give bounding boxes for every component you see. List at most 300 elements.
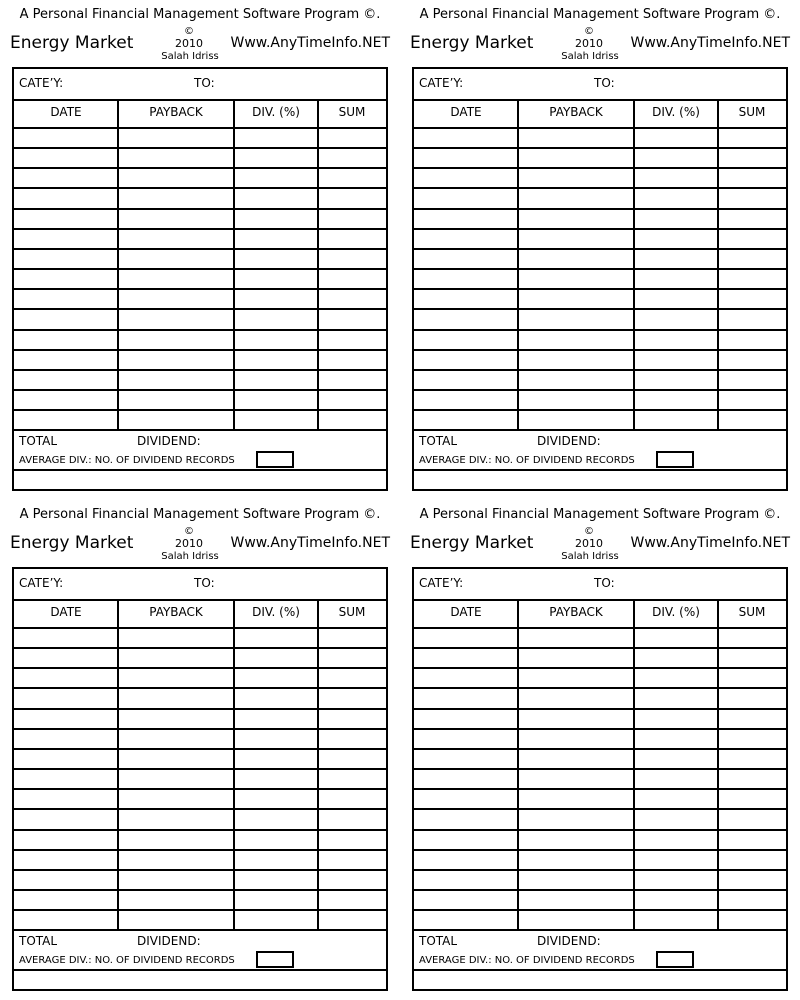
table-cell[interactable]: [520, 371, 632, 389]
program-tagline: A Personal Financial Management Software Program ©.: [19, 507, 381, 522]
table-cell[interactable]: [720, 411, 784, 429]
column-header: DATE: [450, 605, 482, 619]
table-cell[interactable]: [236, 851, 316, 869]
table-cell[interactable]: [520, 351, 632, 369]
table-cell[interactable]: [16, 629, 116, 647]
category-field[interactable]: [474, 571, 584, 595]
table-cell[interactable]: [16, 290, 116, 308]
table-cell[interactable]: [120, 770, 232, 788]
table-cell[interactable]: [120, 871, 232, 889]
table-cell[interactable]: [120, 831, 232, 849]
table-cell[interactable]: [16, 149, 116, 167]
table-cell[interactable]: [320, 411, 384, 429]
table-cell[interactable]: [520, 649, 632, 667]
table-cell[interactable]: [636, 270, 716, 288]
table-cell[interactable]: [416, 629, 516, 647]
table-cell[interactable]: [520, 689, 632, 707]
table-cell[interactable]: [416, 730, 516, 748]
table-cell[interactable]: [720, 810, 784, 828]
table-cell[interactable]: [520, 831, 632, 849]
table-cell[interactable]: [416, 871, 516, 889]
divider: [414, 99, 786, 101]
table-cell[interactable]: [120, 689, 232, 707]
table-cell[interactable]: [16, 710, 116, 728]
table-cell[interactable]: [120, 129, 232, 147]
table-cell[interactable]: [720, 189, 784, 207]
table-cell[interactable]: [16, 770, 116, 788]
table-cell[interactable]: [636, 411, 716, 429]
column-header: DIV. (%): [252, 105, 300, 119]
table-cell[interactable]: [320, 371, 384, 389]
table-cell[interactable]: [16, 750, 116, 768]
table-cell[interactable]: [320, 851, 384, 869]
dividend-field[interactable]: [214, 932, 382, 950]
table-cell[interactable]: [720, 911, 784, 929]
column-header: DIV. (%): [652, 605, 700, 619]
brand-title: Energy Market: [410, 533, 534, 553]
table-cell[interactable]: [720, 730, 784, 748]
table-cell[interactable]: [720, 371, 784, 389]
category-label: CATE’Y:: [419, 576, 464, 590]
table-cell[interactable]: [416, 689, 516, 707]
table-cell[interactable]: [120, 669, 232, 687]
table-cell[interactable]: [416, 750, 516, 768]
table-cell[interactable]: [120, 911, 232, 929]
table-cell[interactable]: [636, 290, 716, 308]
table-cell[interactable]: [236, 149, 316, 167]
table-cell[interactable]: [720, 891, 784, 909]
to-label: TO:: [594, 76, 615, 90]
website-link[interactable]: Www.AnyTimeInfo.NET: [630, 35, 790, 51]
table-cell[interactable]: [236, 750, 316, 768]
table-cell[interactable]: [720, 210, 784, 228]
column-divider: [117, 99, 119, 429]
table-cell[interactable]: [416, 351, 516, 369]
table-cell[interactable]: [636, 770, 716, 788]
copyright-year: 2010: [575, 37, 603, 50]
table-cell[interactable]: [720, 851, 784, 869]
column-divider: [233, 99, 235, 429]
table-cell[interactable]: [120, 310, 232, 328]
table-cell[interactable]: [416, 250, 516, 268]
table-cell[interactable]: [520, 770, 632, 788]
table-cell[interactable]: [320, 689, 384, 707]
table-cell[interactable]: [16, 891, 116, 909]
table-cell[interactable]: [636, 129, 716, 147]
table-cell[interactable]: [416, 891, 516, 909]
table-cell[interactable]: [320, 649, 384, 667]
table-cell[interactable]: [16, 230, 116, 248]
table-cell[interactable]: [636, 149, 716, 167]
table-cell[interactable]: [636, 669, 716, 687]
table-cell[interactable]: [16, 790, 116, 808]
footer-field[interactable]: [16, 473, 384, 489]
table-cell[interactable]: [720, 129, 784, 147]
table-cell[interactable]: [416, 310, 516, 328]
table-cell[interactable]: [636, 730, 716, 748]
average-dividend-label: AVERAGE DIV.: NO. OF DIVIDEND RECORDS: [419, 455, 635, 467]
table-cell[interactable]: [636, 629, 716, 647]
dividend-records-count-box[interactable]: [256, 951, 294, 968]
table-cell[interactable]: [16, 351, 116, 369]
table-cell[interactable]: [320, 790, 384, 808]
table-cell[interactable]: [416, 270, 516, 288]
table-cell[interactable]: [520, 750, 632, 768]
column-divider: [717, 599, 719, 929]
copyright-year: 2010: [575, 537, 603, 550]
column-header: DIV. (%): [652, 105, 700, 119]
table-cell[interactable]: [636, 689, 716, 707]
table-cell[interactable]: [520, 790, 632, 808]
table-cell[interactable]: [320, 250, 384, 268]
table-cell[interactable]: [236, 189, 316, 207]
table-cell[interactable]: [520, 891, 632, 909]
table-cell[interactable]: [520, 149, 632, 167]
table-cell[interactable]: [120, 331, 232, 349]
dividend-field[interactable]: [614, 932, 782, 950]
table-cell[interactable]: [16, 129, 116, 147]
table-cell[interactable]: [720, 290, 784, 308]
table-cell[interactable]: [320, 270, 384, 288]
table-cell[interactable]: [636, 891, 716, 909]
table-cell[interactable]: [120, 230, 232, 248]
table-cell[interactable]: [16, 210, 116, 228]
table-cell[interactable]: [120, 391, 232, 409]
table-cell[interactable]: [120, 790, 232, 808]
table-cell[interactable]: [120, 710, 232, 728]
table-cell[interactable]: [16, 310, 116, 328]
table-cell[interactable]: [720, 649, 784, 667]
dividend-records-count-box[interactable]: [656, 951, 694, 968]
table-cell[interactable]: [16, 851, 116, 869]
table-cell[interactable]: [416, 331, 516, 349]
table-cell[interactable]: [236, 649, 316, 667]
table-cell[interactable]: [416, 129, 516, 147]
table-cell[interactable]: [120, 411, 232, 429]
table-cell[interactable]: [636, 831, 716, 849]
table-cell[interactable]: [236, 169, 316, 187]
footer-field[interactable]: [16, 973, 384, 989]
to-field[interactable]: [624, 71, 782, 95]
brand-title: Energy Market: [10, 33, 134, 53]
table-cell[interactable]: [120, 629, 232, 647]
table-cell[interactable]: [636, 911, 716, 929]
table-cell[interactable]: [16, 810, 116, 828]
copyright-mark: ©: [584, 526, 594, 537]
table-cell[interactable]: [520, 871, 632, 889]
table-cell[interactable]: [720, 871, 784, 889]
dividend-label: DIVIDEND:: [137, 934, 201, 949]
table-cell[interactable]: [236, 710, 316, 728]
ledger-form: [412, 567, 788, 991]
table-cell[interactable]: [320, 730, 384, 748]
table-cell[interactable]: [520, 310, 632, 328]
table-cell[interactable]: [120, 371, 232, 389]
table-cell[interactable]: [636, 790, 716, 808]
table-cell[interactable]: [16, 189, 116, 207]
website-link[interactable]: Www.AnyTimeInfo.NET: [230, 35, 390, 51]
table-cell[interactable]: [416, 810, 516, 828]
table-cell[interactable]: [520, 331, 632, 349]
table-cell[interactable]: [636, 810, 716, 828]
table-cell[interactable]: [320, 391, 384, 409]
table-cell[interactable]: [416, 851, 516, 869]
table-cell[interactable]: [236, 810, 316, 828]
table-cell[interactable]: [720, 310, 784, 328]
table-cell[interactable]: [120, 189, 232, 207]
column-divider: [317, 599, 319, 929]
table-cell[interactable]: [120, 750, 232, 768]
table-cell[interactable]: [236, 790, 316, 808]
table-cell[interactable]: [416, 371, 516, 389]
program-tagline: A Personal Financial Management Software Program ©.: [19, 7, 381, 22]
table-cell[interactable]: [520, 230, 632, 248]
table-cell[interactable]: [320, 710, 384, 728]
table-cell[interactable]: [636, 750, 716, 768]
table-cell[interactable]: [720, 230, 784, 248]
table-cell[interactable]: [520, 730, 632, 748]
table-cell[interactable]: [120, 851, 232, 869]
author-name: Salah Idriss: [561, 551, 619, 562]
table-cell[interactable]: [320, 290, 384, 308]
table-cell[interactable]: [16, 331, 116, 349]
brand-title: Energy Market: [10, 533, 134, 553]
table-cell[interactable]: [16, 669, 116, 687]
table-cell[interactable]: [720, 149, 784, 167]
table-cell[interactable]: [16, 831, 116, 849]
to-field[interactable]: [624, 571, 782, 595]
table-cell[interactable]: [16, 871, 116, 889]
table-cell[interactable]: [416, 210, 516, 228]
table-cell[interactable]: [236, 351, 316, 369]
table-cell[interactable]: [520, 851, 632, 869]
copyright-year: 2010: [175, 537, 203, 550]
table-cell[interactable]: [720, 629, 784, 647]
table-cell[interactable]: [520, 250, 632, 268]
table-cell[interactable]: [720, 770, 784, 788]
table-cell[interactable]: [120, 250, 232, 268]
table-cell[interactable]: [236, 871, 316, 889]
to-field[interactable]: [224, 571, 382, 595]
table-cell[interactable]: [636, 250, 716, 268]
table-cell[interactable]: [720, 689, 784, 707]
table-cell[interactable]: [236, 891, 316, 909]
table-cell[interactable]: [720, 351, 784, 369]
website-link[interactable]: Www.AnyTimeInfo.NET: [630, 535, 790, 551]
column-divider: [517, 599, 519, 929]
table-cell[interactable]: [320, 629, 384, 647]
table-cell[interactable]: [720, 169, 784, 187]
table-cell[interactable]: [720, 669, 784, 687]
table-cell[interactable]: [16, 270, 116, 288]
table-cell[interactable]: [416, 290, 516, 308]
table-cell[interactable]: [236, 411, 316, 429]
table-cell[interactable]: [720, 790, 784, 808]
table-cell[interactable]: [416, 230, 516, 248]
table-cell[interactable]: [636, 351, 716, 369]
table-cell[interactable]: [236, 270, 316, 288]
table-cell[interactable]: [320, 230, 384, 248]
row-divider: [14, 429, 386, 431]
table-cell[interactable]: [720, 831, 784, 849]
table-cell[interactable]: [16, 391, 116, 409]
table-cell[interactable]: [520, 629, 632, 647]
table-cell[interactable]: [416, 391, 516, 409]
table-cell[interactable]: [320, 891, 384, 909]
table-cell[interactable]: [320, 169, 384, 187]
table-cell[interactable]: [416, 790, 516, 808]
table-cell[interactable]: [236, 730, 316, 748]
table-cell[interactable]: [520, 669, 632, 687]
table-cell[interactable]: [320, 331, 384, 349]
table-cell[interactable]: [636, 189, 716, 207]
table-cell[interactable]: [320, 831, 384, 849]
table-cell[interactable]: [520, 169, 632, 187]
table-cell[interactable]: [520, 710, 632, 728]
table-cell[interactable]: [416, 911, 516, 929]
table-cell[interactable]: [120, 290, 232, 308]
table-cell[interactable]: [236, 230, 316, 248]
table-cell[interactable]: [320, 129, 384, 147]
table-cell[interactable]: [636, 169, 716, 187]
dividend-field[interactable]: [214, 432, 382, 450]
table-cell[interactable]: [236, 669, 316, 687]
column-header: DATE: [450, 105, 482, 119]
table-cell[interactable]: [320, 310, 384, 328]
table-cell[interactable]: [636, 851, 716, 869]
table-cell[interactable]: [416, 411, 516, 429]
table-cell[interactable]: [120, 169, 232, 187]
table-cell[interactable]: [16, 411, 116, 429]
table-cell[interactable]: [236, 629, 316, 647]
table-cell[interactable]: [320, 871, 384, 889]
total-label: TOTAL: [419, 434, 458, 449]
table-cell[interactable]: [416, 189, 516, 207]
table-cell[interactable]: [720, 710, 784, 728]
footer-field[interactable]: [416, 473, 784, 489]
table-cell[interactable]: [520, 290, 632, 308]
footer-field[interactable]: [416, 973, 784, 989]
table-cell[interactable]: [520, 911, 632, 929]
column-divider: [233, 599, 235, 929]
table-cell[interactable]: [636, 710, 716, 728]
table-cell[interactable]: [416, 169, 516, 187]
table-cell[interactable]: [636, 310, 716, 328]
table-cell[interactable]: [236, 290, 316, 308]
table-cell[interactable]: [120, 730, 232, 748]
table-cell[interactable]: [16, 371, 116, 389]
table-cell[interactable]: [16, 250, 116, 268]
table-cell[interactable]: [236, 391, 316, 409]
table-cell[interactable]: [520, 391, 632, 409]
table-cell[interactable]: [16, 911, 116, 929]
table-cell[interactable]: [720, 250, 784, 268]
table-cell[interactable]: [120, 149, 232, 167]
dividend-records-count-box[interactable]: [256, 451, 294, 468]
table-cell[interactable]: [636, 371, 716, 389]
table-cell[interactable]: [236, 250, 316, 268]
divider: [14, 599, 386, 601]
table-cell[interactable]: [236, 210, 316, 228]
table-cell[interactable]: [416, 649, 516, 667]
table-cell[interactable]: [236, 331, 316, 349]
table-cell[interactable]: [16, 730, 116, 748]
table-cell[interactable]: [520, 411, 632, 429]
category-field[interactable]: [74, 71, 184, 95]
table-cell[interactable]: [720, 750, 784, 768]
table-cell[interactable]: [320, 210, 384, 228]
table-cell[interactable]: [520, 810, 632, 828]
table-cell[interactable]: [720, 331, 784, 349]
table-cell[interactable]: [636, 391, 716, 409]
table-cell[interactable]: [636, 331, 716, 349]
table-cell[interactable]: [236, 129, 316, 147]
table-cell[interactable]: [236, 371, 316, 389]
table-cell[interactable]: [416, 710, 516, 728]
table-cell[interactable]: [120, 810, 232, 828]
website-link[interactable]: Www.AnyTimeInfo.NET: [230, 535, 390, 551]
table-cell[interactable]: [120, 891, 232, 909]
table-cell[interactable]: [320, 669, 384, 687]
table-cell[interactable]: [236, 310, 316, 328]
table-cell[interactable]: [236, 911, 316, 929]
table-cell[interactable]: [236, 689, 316, 707]
table-cell[interactable]: [320, 770, 384, 788]
table-cell[interactable]: [120, 210, 232, 228]
dividend-field[interactable]: [614, 432, 782, 450]
table-cell[interactable]: [320, 810, 384, 828]
table-cell[interactable]: [720, 270, 784, 288]
table-cell[interactable]: [636, 230, 716, 248]
table-cell[interactable]: [416, 149, 516, 167]
table-cell[interactable]: [320, 351, 384, 369]
table-cell[interactable]: [120, 351, 232, 369]
table-cell[interactable]: [120, 270, 232, 288]
table-cell[interactable]: [416, 669, 516, 687]
category-field[interactable]: [74, 571, 184, 595]
table-cell[interactable]: [416, 770, 516, 788]
program-tagline: A Personal Financial Management Software Program ©.: [419, 7, 781, 22]
dividend-label: DIVIDEND:: [537, 934, 601, 949]
column-header: DIV. (%): [252, 605, 300, 619]
dividend-records-count-box[interactable]: [656, 451, 694, 468]
table-cell[interactable]: [636, 649, 716, 667]
table-cell[interactable]: [416, 831, 516, 849]
category-field[interactable]: [474, 71, 584, 95]
table-cell[interactable]: [320, 750, 384, 768]
author-name: Salah Idriss: [161, 51, 219, 62]
table-cell[interactable]: [520, 210, 632, 228]
table-cell[interactable]: [320, 189, 384, 207]
table-cell[interactable]: [636, 871, 716, 889]
table-cell[interactable]: [120, 649, 232, 667]
copyright-year: 2010: [175, 37, 203, 50]
column-divider: [517, 99, 519, 429]
table-cell[interactable]: [520, 189, 632, 207]
table-cell[interactable]: [320, 149, 384, 167]
to-field[interactable]: [224, 71, 382, 95]
table-cell[interactable]: [520, 129, 632, 147]
table-cell[interactable]: [236, 831, 316, 849]
table-cell[interactable]: [520, 270, 632, 288]
table-cell[interactable]: [236, 770, 316, 788]
table-cell[interactable]: [16, 689, 116, 707]
table-cell[interactable]: [720, 391, 784, 409]
table-cell[interactable]: [636, 210, 716, 228]
table-cell[interactable]: [320, 911, 384, 929]
table-cell[interactable]: [16, 649, 116, 667]
table-cell[interactable]: [16, 169, 116, 187]
